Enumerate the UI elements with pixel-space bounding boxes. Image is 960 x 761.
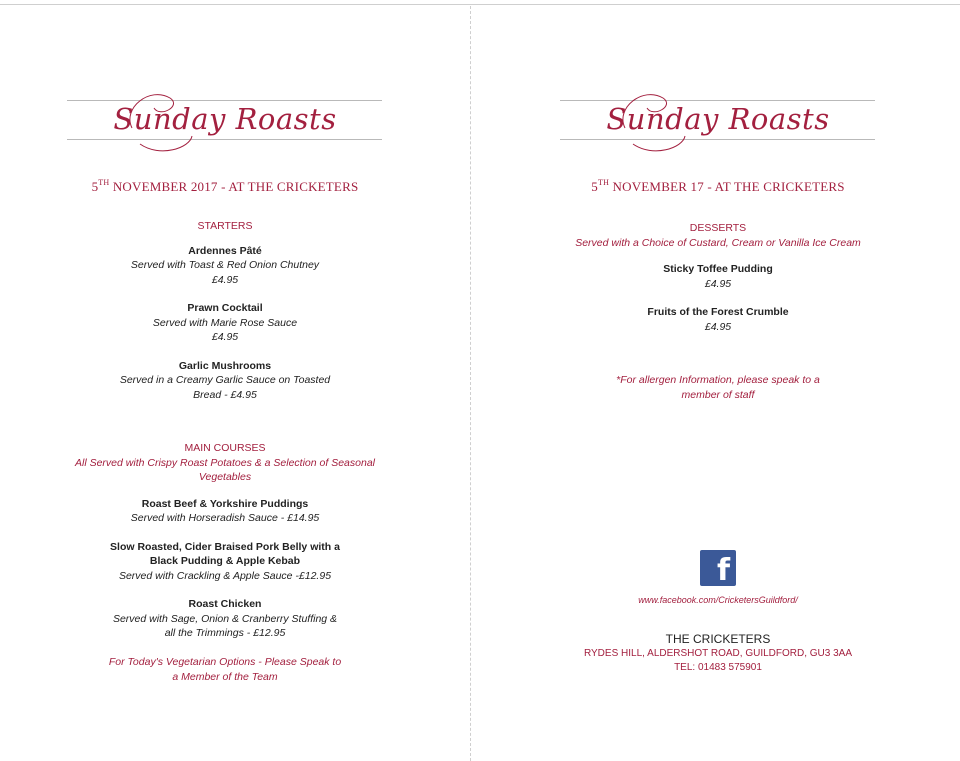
venue-telephone: TEL: 01483 575901	[674, 662, 762, 673]
date-suffix: TH	[98, 178, 110, 187]
facebook-link[interactable]: www.facebook.com/CricketersGuildford/	[638, 595, 798, 605]
dish-price: £4.95	[704, 277, 732, 290]
menu-date	[553, 178, 883, 195]
starters-section	[60, 219, 390, 402]
header-rule-bottom	[67, 139, 382, 140]
dish-name: Prawn Cocktail	[187, 302, 263, 314]
header-rule-bottom	[560, 139, 875, 140]
dish-desc: Served in a Creamy Garlic Sauce on Toasted	[119, 374, 331, 386]
venue-block	[553, 632, 883, 676]
date-text: NOVEMBER 17 - AT THE CRICKETERS	[609, 179, 845, 194]
dish-price: £4.95	[704, 320, 732, 333]
date-suffix: TH	[598, 178, 610, 187]
dish-name: Garlic Mushrooms	[178, 359, 272, 372]
vegetarian-note-line: For Today's Vegetarian Options - Please Speak to	[108, 656, 342, 668]
menu-title: Sunday Roasts	[606, 102, 830, 136]
dish-name: Fruits of the Forest Crumble	[647, 306, 789, 318]
header-rule-top	[560, 100, 875, 101]
dish-price: £4.95	[211, 273, 239, 286]
allergen-note-line: *For allergen Information, please speak to a	[616, 374, 820, 386]
date-day: 5	[91, 179, 99, 194]
menu-title: Sunday Roasts	[113, 102, 337, 136]
desserts-section	[543, 221, 893, 334]
dish-price: £4.95	[211, 331, 239, 343]
venue-address: RYDES HILL, ALDERSHOT ROAD, GUILDFORD, GU3 3AA	[583, 647, 853, 659]
dish-name: Slow Roasted, Cider Braised Pork Belly with a	[110, 540, 340, 553]
header-rule-top	[67, 100, 382, 101]
date-text: NOVEMBER 2017 - AT THE CRICKETERS	[109, 179, 359, 194]
date-day: 5	[591, 179, 598, 194]
dish-desc: Served with Toast & Red Onion Chutney	[130, 259, 320, 271]
allergen-note-line: member of staff	[681, 388, 755, 401]
header-banner	[60, 86, 390, 156]
dish-name: Roast Beef & Yorkshire Puddings	[141, 497, 309, 510]
desserts-subheading: Served with a Choice of Custard, Cream or Vanilla Ice Cream	[575, 236, 861, 249]
dish-name: Sticky Toffee Pudding	[663, 263, 773, 275]
mains-section	[50, 441, 400, 641]
header-banner	[553, 86, 883, 156]
mains-heading: MAIN COURSES	[184, 442, 266, 454]
left-menu-page	[60, 0, 390, 761]
mains-subheading: All Served with Crispy Roast Potatoes & a Selection of Seasonal Vegetables	[75, 456, 375, 483]
dish-desc: Served with Horseradish Sauce - £14.95	[130, 512, 320, 524]
allergen-note	[553, 373, 883, 402]
facebook-link-block	[553, 593, 883, 608]
dish-desc: Served with Crackling & Apple Sauce -£12.95	[118, 569, 332, 582]
dish-desc: Served with Sage, Onion & Cranberry Stuffing &	[112, 612, 338, 625]
dish-name: Roast Chicken	[188, 598, 262, 610]
venue-name: THE CRICKETERS	[665, 632, 771, 646]
dish-desc: all the Trimmings - £12.95	[164, 627, 286, 639]
starters-heading: STARTERS	[197, 220, 253, 232]
page-divider	[470, 6, 471, 761]
right-menu-page	[553, 0, 883, 761]
vegetarian-note	[60, 655, 390, 684]
dish-desc: Served with Marie Rose Sauce	[152, 316, 298, 329]
dish-name: Ardennes Pâté	[188, 244, 262, 257]
desserts-heading: DESSERTS	[689, 222, 747, 234]
facebook-icon[interactable]: f	[700, 550, 736, 586]
vegetarian-note-line: a Member of the Team	[172, 670, 278, 683]
dish-desc: Bread - £4.95	[193, 388, 257, 401]
menu-date	[60, 178, 390, 195]
dish-name: Black Pudding & Apple Kebab	[149, 555, 301, 567]
